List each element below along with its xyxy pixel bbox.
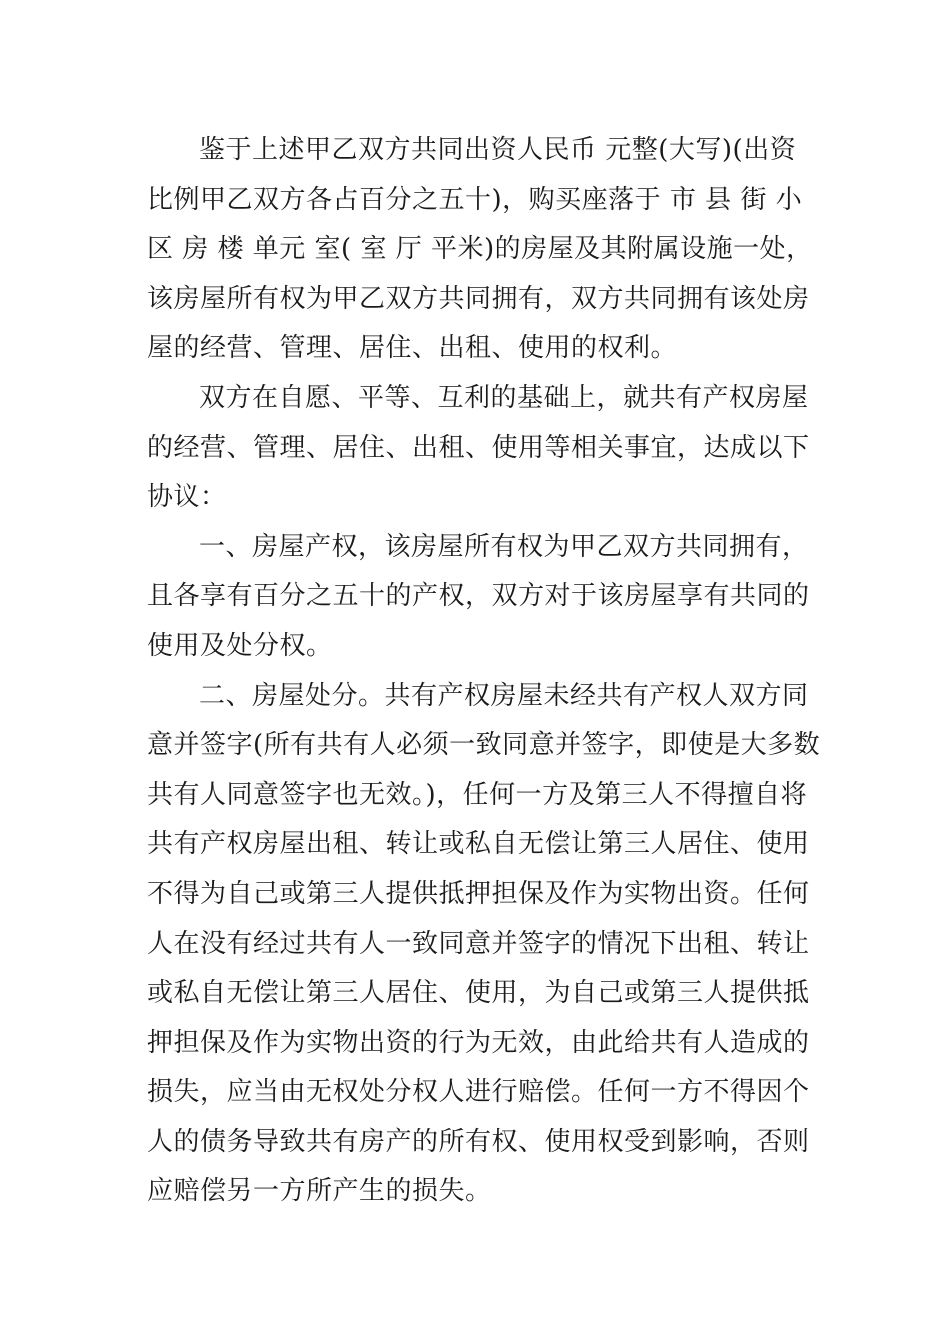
paragraph-line: 人在没有经过共有人一致同意并签字的情况下出租、转让 [147,928,810,959]
paragraph-line: 且各享有百分之五十的产权，双方对于该房屋享有共同的 [147,581,810,612]
paragraph-agreement-intro [147,374,812,523]
paragraph-line: 区 房 楼 单元 室( 室 厅 平米)的房屋及其附属设施一处， [147,234,813,265]
paragraph-clause-2 [147,672,821,1218]
paragraph-line: 双方在自愿、平等、互利的基础上，就共有产权房屋 [199,382,809,413]
paragraph-line: 人的债务导致共有房产的所有权、使用权受到影响，否则 [147,1126,810,1157]
paragraph-line: 鉴于上述甲乙双方共同出资人民币 元整(大写)(出资 [199,135,797,165]
paragraph-clause-1 [147,523,812,672]
paragraph-line: 或私自无偿让第三人居住、使用，为自己或第三人提供抵 [147,978,810,1009]
paragraph-line: 意并签字(所有共有人必须一致同意并签字，即使是大多数 [147,730,821,761]
paragraph-line: 协议： [147,482,227,513]
paragraph-line: 一、房屋产权，该房屋所有权为甲乙双方共同拥有， [199,531,809,562]
paragraph-line: 该房屋所有权为甲乙双方共同拥有，双方共同拥有该处房 [147,283,810,314]
paragraph-preamble [147,126,812,374]
paragraph-line: 损失，应当由无权处分权人进行赔偿。任何一方不得因个 [147,1077,810,1108]
paragraph-line: 不得为自己或第三人提供抵押担保及作为实物出资。任何 [147,878,810,909]
paragraph-line: 押担保及作为实物出资的行为无效，由此给共有人造成的 [147,1027,810,1058]
paragraph-line: 共有人同意签字也无效。)，任何一方及第三人不得擅自将 [147,779,808,810]
paragraph-line: 比例甲乙双方各占百分之五十)，购买座落于 市 县 街 小 [147,184,803,215]
paragraph-line: 使用及处分权。 [147,630,333,661]
paragraph-line: 的经营、管理、居住、出租、使用等相关事宜，达成以下 [147,432,810,463]
paragraph-line: 共有产权房屋出租、转让或私自无偿让第三人居住、使用 [147,829,810,860]
document-body [147,126,821,1217]
paragraph-line: 屋的经营、管理、居住、出租、使用的权利。 [147,333,678,364]
paragraph-line: 应赔偿另一方所产生的损失。 [147,1176,492,1207]
paragraph-line: 二、房屋处分。共有产权房屋未经共有产权人双方同 [199,680,809,711]
